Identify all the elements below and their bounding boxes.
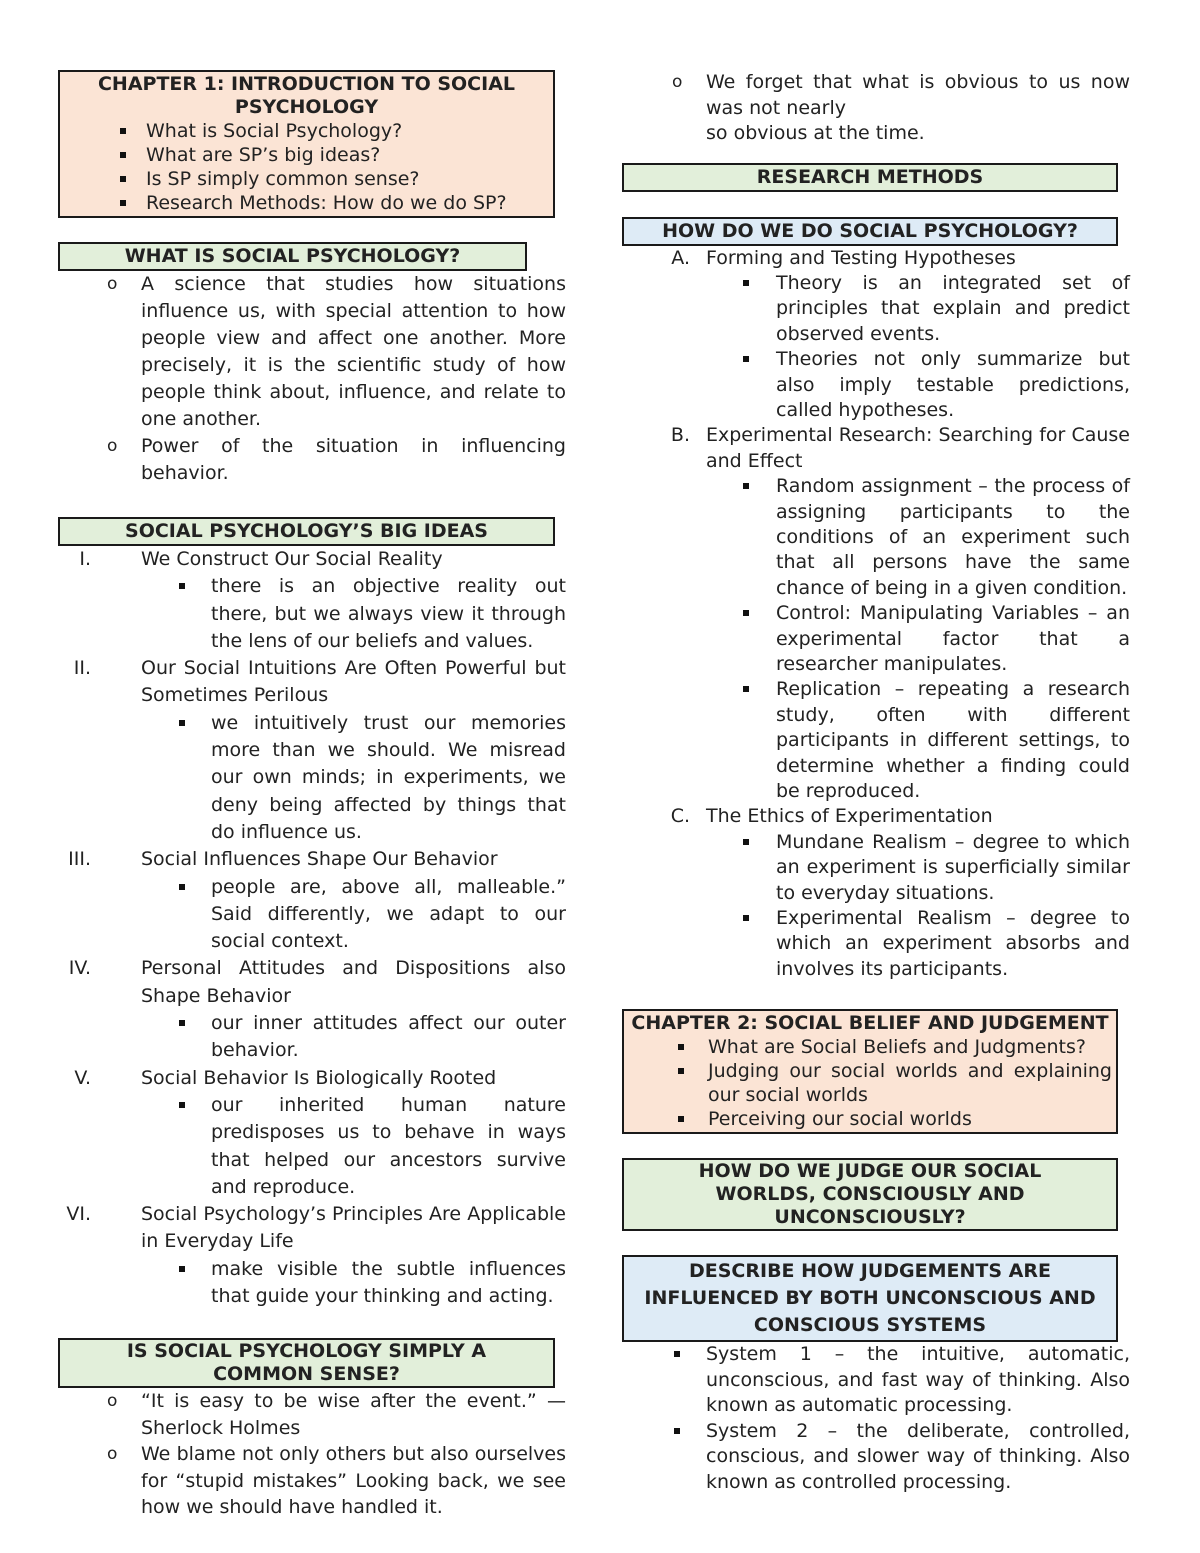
chapter2-box <box>622 1009 1118 1134</box>
list-item: I. We Construct Our Social Reality there is an objective reality out there, but we always view it through the lens of our beliefs and values. <box>79 548 566 652</box>
list-item: Judging our social worlds and explaining our social worlds <box>628 1059 1112 1107</box>
list-item: Research Methods: How do we do SP? <box>64 191 549 215</box>
what-is-heading: WHAT IS SOCIAL PSYCHOLOGY? <box>58 242 527 271</box>
list-item: V. Social Behavior Is Biologically Rooted our inherited human nature predisposes us to behave in ways that helped our ancestors survive and reproduce. <box>74 1066 566 1198</box>
chapter1-title: CHAPTER 1: INTRODUCTION TO SOCIAL PSYCHOLOGY <box>97 73 516 118</box>
list-item: What is Social Psychology? <box>64 119 549 143</box>
list-item: System 1 – the intuitive, automatic, unconscious, and fast way of thinking. Also known as automatic processing. <box>706 1342 1130 1419</box>
judge-heading: HOW DO WE JUDGE OUR SOCIAL WORLDS, CONSCIOUSLY AND UNCONSCIOUSLY? <box>622 1158 1118 1231</box>
judge-subheading: DESCRIBE HOW JUDGEMENTS ARE INFLUENCED BY BOTH UNCONSCIOUS AND CONSCIOUS SYSTEMS <box>622 1255 1118 1342</box>
list-item: IV. Personal Attitudes and Dispositions also Shape Behavior our inner attitudes affect our outer behavior. <box>68 957 566 1062</box>
list-item: o We blame not only others but also ourselves for “stupid mistakes” Looking back, we see how we should have handled it. <box>107 1443 566 1519</box>
list-item: II. Our Social Intuitions Are Often Powerful but Sometimes Perilous we intuitively trust our memories more than we should. We misread our own minds; in experiments, we deny being affected by things that do influence us. <box>73 657 566 843</box>
list-item: o We forget that what is obvious to us now was not nearly so obvious at the time. <box>672 71 1130 144</box>
list-item: C. The Ethics of Experimentation Mundane Realism – degree to which an experiment is superficially similar to everyday situations. Experimental Realism – degree to which an experiment absorbs and involves its participants. <box>670 805 1130 980</box>
chapter1-box <box>58 70 555 218</box>
research-subheading: HOW DO WE DO SOCIAL PSYCHOLOGY? <box>622 217 1118 246</box>
list-item: III. Social Influences Shape Our Behavior people are, above all, malleable.” Said differently, we adapt to our social context. <box>68 848 566 953</box>
list-item: Perceiving our social worlds <box>628 1107 1112 1131</box>
list-item: o Power of the situation in influencing behavior. <box>107 435 566 484</box>
judge-bullets <box>622 1342 1130 1495</box>
chapter2-title: CHAPTER 2: SOCIAL BELIEF AND JUDGEMENT <box>631 1012 1109 1035</box>
right-column <box>622 70 1130 1495</box>
list-item: Is SP simply common sense? <box>64 167 549 191</box>
left-column <box>58 70 566 1521</box>
big-ideas-list <box>58 546 566 1310</box>
list-item: o “It is easy to be wise after the event.” —Sherlock Holmes <box>107 1390 566 1439</box>
common-sense-heading: IS SOCIAL PSYCHOLOGY SIMPLY A COMMON SENSE? <box>58 1338 555 1388</box>
chapter1-list <box>64 119 549 215</box>
big-ideas-heading: SOCIAL PSYCHOLOGY’S BIG IDEAS <box>58 517 555 546</box>
list-item: VI. Social Psychology’s Principles Are Applicable in Everyday Life make visible the subtle influences that guide your thinking and acting. <box>66 1203 566 1308</box>
list-item: o A science that studies how situations influence us, with special attention to how people view and affect one another. More precisely, it is the scientific study of how people think about, influence, and relate to one another. <box>107 273 566 430</box>
research-heading: RESEARCH METHODS <box>622 163 1118 192</box>
list-item: What are Social Beliefs and Judgments? <box>628 1035 1112 1059</box>
list-item: A. Forming and Testing Hypotheses Theory is an integrated set of principles that explain and predict observed events. Theories not only summarize but also imply testable predictions, called hypotheses. <box>671 246 1130 421</box>
chapter2-list <box>628 1035 1112 1131</box>
list-item: B. Experimental Research: Searching for Cause and Effect Random assignment – the process of assigning participants to the conditions of an experiment such that all persons have the same chance of being in a given condition. Control: Manipulating Variables – an experimental factor that a researcher manipulates. Replication – repeating a research study, often with different participants in different settings, to determine whether a finding could be reproduced. <box>670 424 1130 803</box>
research-sections <box>622 246 1130 983</box>
list-item: What are SP’s big ideas? <box>64 143 549 167</box>
list-item: System 2 – the deliberate, controlled, conscious, and slower way of thinking. Also known as controlled processing. <box>706 1419 1130 1496</box>
